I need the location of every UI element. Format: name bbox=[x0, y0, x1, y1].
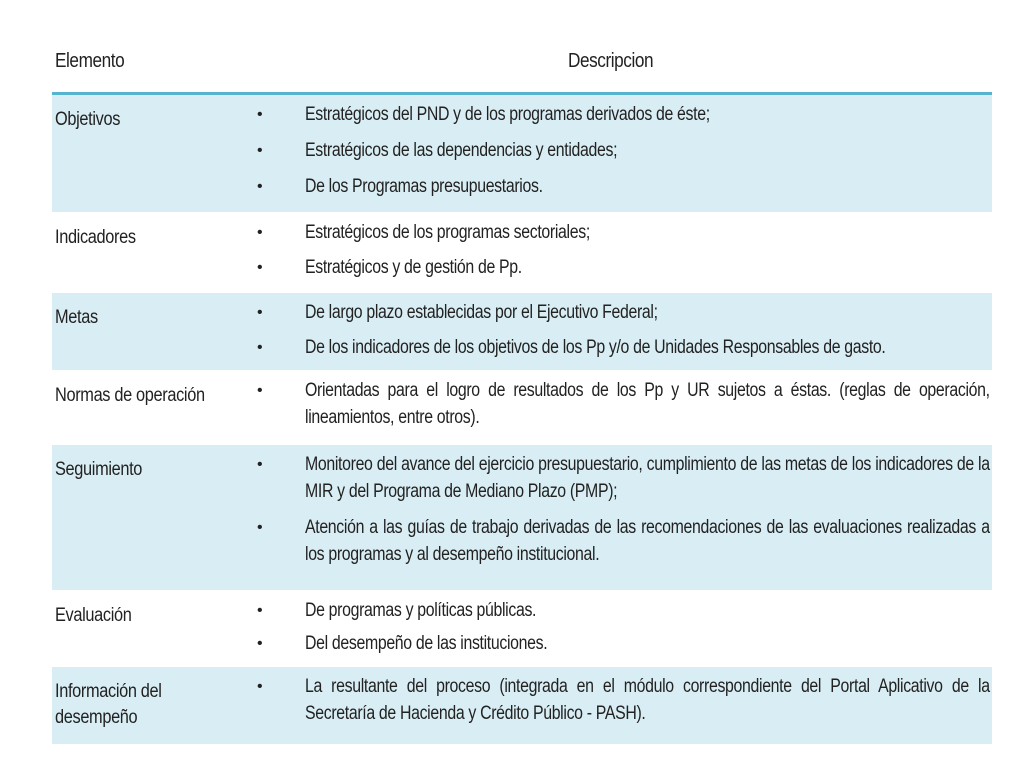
list-item: • Estratégicos del PND y de los programas derivados de éste; bbox=[257, 101, 992, 128]
row-items bbox=[257, 299, 992, 371]
row-label: Objetivos bbox=[55, 109, 121, 130]
row-label: Metas bbox=[55, 307, 98, 328]
bullet-icon: • bbox=[257, 382, 263, 399]
bullet-icon: • bbox=[257, 259, 263, 276]
header-element: Elemento bbox=[55, 50, 125, 72]
list-item: • Del desempeño de las instituciones. bbox=[257, 630, 992, 657]
list-item: • De los Programas presupuestarios. bbox=[257, 173, 992, 200]
header-description: Descripcion bbox=[568, 50, 654, 72]
row-items bbox=[257, 219, 992, 291]
list-item: • Estratégicos de las dependencias y entidades; bbox=[257, 137, 992, 164]
bullet-icon: • bbox=[257, 456, 263, 473]
row-items bbox=[257, 377, 992, 441]
table-row-evaluacion bbox=[52, 591, 992, 667]
list-item: • La resultante del proceso (integrada en el módulo correspondiente del Portal Aplicativo de la Secretaría de Hacienda y Crédito Público - PASH). bbox=[257, 673, 992, 727]
bullet-icon: • bbox=[257, 519, 263, 536]
bullet-icon: • bbox=[257, 678, 263, 695]
list-item: • Orientadas para el logro de resultados de los Pp y UR sujetos a éstas. (reglas de operación, lineamientos, entre otros). bbox=[257, 377, 992, 431]
bullet-icon: • bbox=[257, 178, 263, 195]
bullet-icon: • bbox=[257, 339, 263, 356]
table-row-metas bbox=[52, 293, 992, 371]
list-item: • De programas y políticas públicas. bbox=[257, 597, 992, 624]
bullet-icon: • bbox=[257, 142, 263, 159]
bullet-icon: • bbox=[257, 224, 263, 241]
list-item: • Estratégicos de los programas sectoriales; bbox=[257, 219, 992, 246]
row-label: Normas de operación bbox=[55, 385, 205, 406]
list-item: • De largo plazo establecidas por el Ejecutivo Federal; bbox=[257, 299, 992, 326]
row-label: Indicadores bbox=[55, 227, 136, 248]
table-row-indicadores bbox=[52, 213, 992, 293]
row-label: Seguimiento bbox=[55, 459, 143, 480]
list-item: • De los indicadores de los objetivos de los Pp y/o de Unidades Responsables de gasto. bbox=[257, 334, 992, 361]
row-items bbox=[257, 597, 992, 667]
table-row-normas bbox=[52, 371, 992, 445]
table-row-objetivos bbox=[52, 95, 992, 213]
list-item: • Estratégicos y de gestión de Pp. bbox=[257, 254, 992, 281]
list-item: • Atención a las guías de trabajo derivadas de las recomendaciones de las evaluaciones realizadas a los programas y al desempeño institucional. bbox=[257, 514, 992, 568]
row-label: Evaluación bbox=[55, 605, 132, 626]
row-label: Información del desempeño bbox=[55, 681, 162, 728]
row-items bbox=[257, 673, 992, 737]
description-table bbox=[52, 38, 992, 745]
bullet-icon: • bbox=[257, 602, 263, 619]
row-items bbox=[257, 101, 992, 210]
row-items bbox=[257, 451, 992, 578]
table-row-seguimiento bbox=[52, 445, 992, 591]
table-header bbox=[52, 38, 992, 95]
bullet-icon: • bbox=[257, 304, 263, 321]
bullet-icon: • bbox=[257, 635, 263, 652]
bullet-icon: • bbox=[257, 106, 263, 123]
table-row-informacion bbox=[52, 667, 992, 745]
list-item: • Monitoreo del avance del ejercicio presupuestario, cumplimiento de las metas de los indicadores de la MIR y del Programa de Mediano Plazo (PMP); bbox=[257, 451, 992, 505]
